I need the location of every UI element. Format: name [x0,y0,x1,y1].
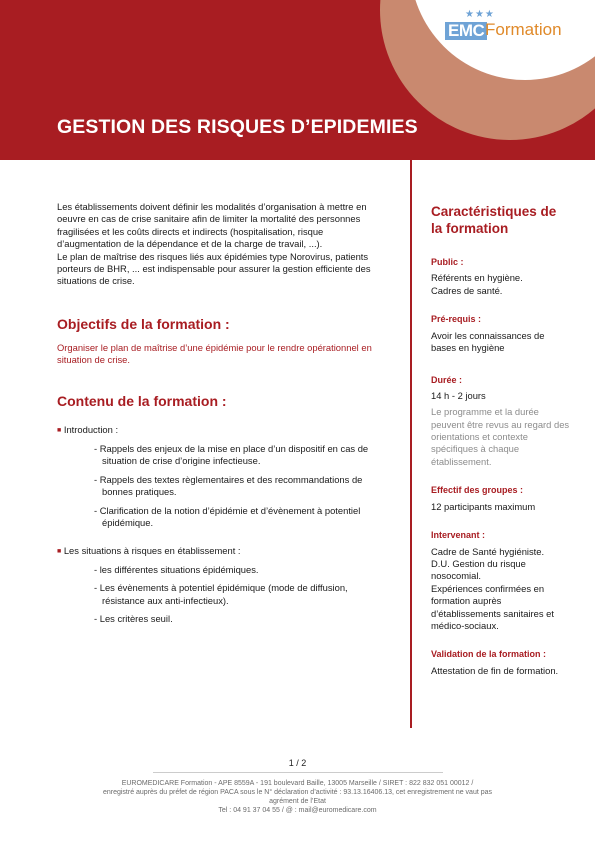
footer-contact: Tel : 04 91 37 04 55 / @ : mail@euromedicare.com [218,807,377,814]
contenu-heading: Contenu de la formation : [57,392,227,409]
duree-value: 14 h - 2 jours [431,389,486,401]
public-label: Public : [431,257,464,267]
sidebar [431,203,571,677]
bullet-icon: ■ [57,547,62,555]
intervenant-label: Intervenant : [431,530,486,541]
prereq-label: Pré-requis : [431,314,482,325]
emc-formation-logo [445,10,585,50]
logo-formation: Formation [485,20,562,39]
section-label: ■ Les situations à risques en établissement : [57,544,241,556]
duree-note: Le programme et la durée peuvent être revus au regard des orientations et contexte spécifiques à chaque établissement. [431,406,570,467]
section-label: ■ Introduction : [57,423,119,435]
footer-divider [153,772,443,773]
footer-line: agrément de l’Etat [269,798,326,805]
list-item: - Rappels des textes règlementaires et des recommandations de bonnes pratiques. [94,473,363,498]
header-banner [0,0,595,160]
footer [0,758,595,815]
column-divider [410,160,412,728]
section-situations [57,545,387,626]
duree-label: Durée : [431,375,463,386]
footer-line: enregistré auprès du préfet de région PACA sous le N° déclaration d’activité : 93.13.16406.13, cet enregistrement ne vaut pas [102,789,493,796]
intro-text [57,201,387,288]
prereq-value: Avoir les connaissances de bases en hygiène [431,329,545,354]
intro-paragraph: Les établissements doivent définir les modalités d’organisation à mettre en oeuvre en cas de crise sanitaire afin de limiter la mortalité des personnes fragilisées et les coûts directs et indirects (hospitalisation, risque d’augmentation de la dépendance et de la charge de travail, ...). [57,201,367,250]
list-item: - les différentes situations épidémiques. [94,563,259,575]
list-item: - Les évènements à potentiel épidémique (mode de diffusion, résistance aux anti-infectieux). [94,582,348,606]
effectif-label: Effectif des groupes : [431,485,524,496]
section-introduction [57,424,387,530]
validation-label: Validation de la formation : [431,649,547,660]
list-item: - Rappels des enjeux de la mise en place d’un dispositif en cas de situation de crise d’origine infectieuse. [94,443,369,467]
list-item: - Les critères seuil. [94,613,173,625]
validation-value: Attestation de fin de formation. [431,664,559,676]
effectif-value: 12 participants maximum [431,500,536,512]
public-value: Référents en hygiène. Cadres de santé. [431,272,523,296]
objectifs-text: Organiser le plan de maîtrise d’une épidémie pour le rendre opérationnel en situation de crise. [57,341,372,366]
sidebar-heading: Caractéristiques de la formation [431,204,557,236]
bullet-icon: ■ [57,426,62,434]
logo-emc: EMC [445,22,487,40]
page-title: GESTION DES RISQUES D’EPIDEMIES [57,116,418,138]
footer-line: EUROMEDICARE Formation - APE 8559A - 191 boulevard Baille, 13005 Marseille / SIRET : 822 832 051 00012 / [121,780,474,787]
intervenant-value: Cadre de Santé hygiéniste. D.U. Gestion du risque nosocomial. Expériences confirmées en formation auprès d’établissements sanitaires et médico-sociaux. [431,545,554,631]
main-column [57,201,387,626]
intro-paragraph: Le plan de maîtrise des risques liés aux épidémies type Norovirus, patients porteurs de BHR, ... est indispensable pour assurer la gestion efficiente des situations de crise. [57,250,371,287]
objectifs-heading: Objectifs de la formation : [57,315,230,332]
logo-stars: ★★★ [465,9,495,20]
page-number: 1 / 2 [288,758,307,768]
list-item: - Clarification de la notion d’épidémie et d’évènement à potentiel épidémique. [94,504,361,529]
